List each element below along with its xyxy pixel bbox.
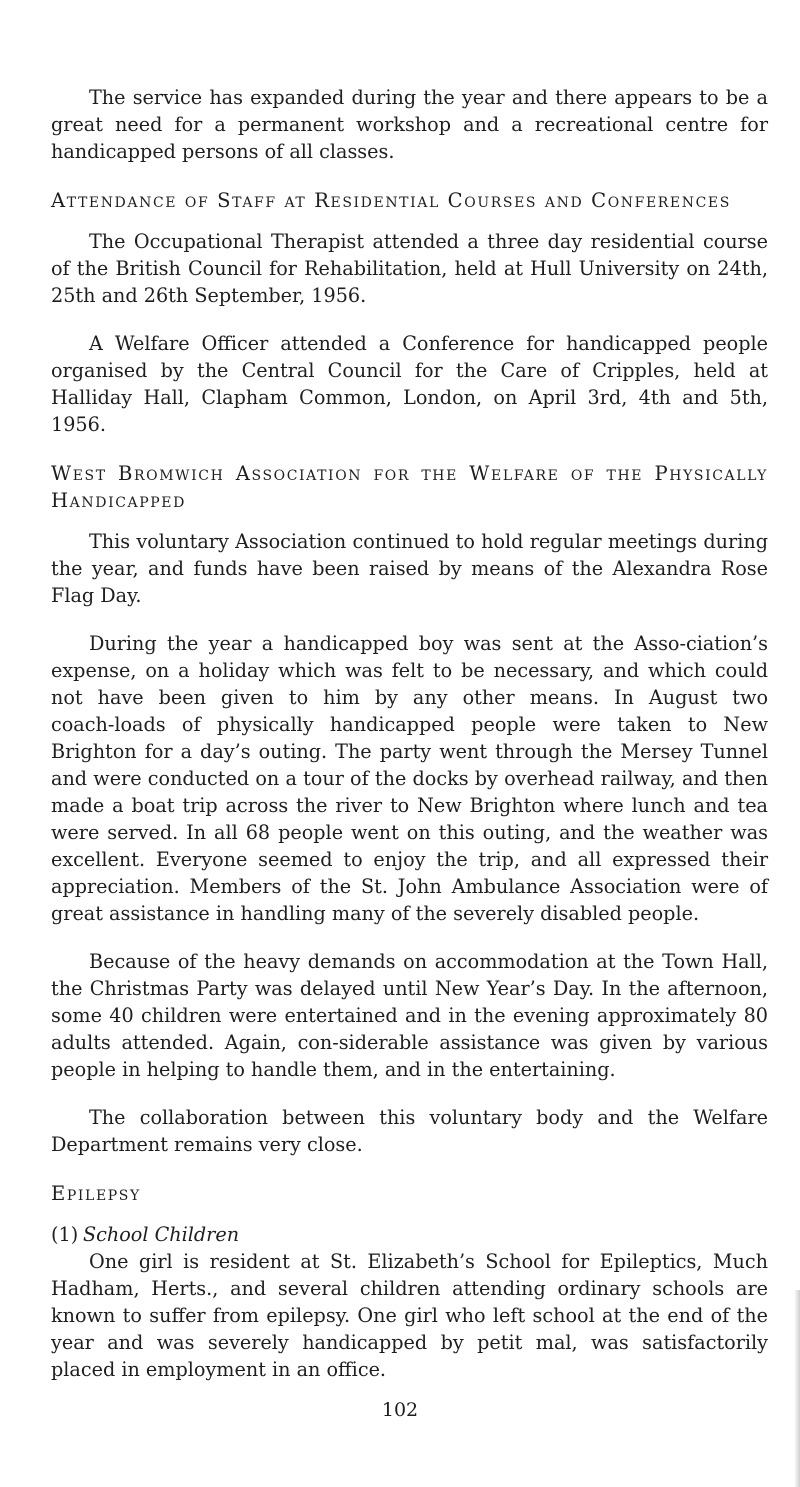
paragraph-school-children: One girl is resident at St. Elizabeth’s School for Epileptics, Much Hadham, Herts., and several children attending ordinary schools are known to suffer from epilepsy. One girl who left school at the end of the year and was severely handicapped by petit mal, was satisfactorily placed in employment in an office. [51, 1250, 768, 1381]
page-number: 102 [381, 1399, 419, 1421]
intro-paragraph: The service has expanded during the year and there appears to be a great need for a permanent workshop and a recreational centre for handicapped persons of all classes. [51, 86, 768, 163]
scan-edge-shadow [794, 1290, 800, 1487]
subsection-heading-school-children [51, 1221, 768, 1248]
paragraph-occupational-therapist: The Occupational Therapist attended a three day residential course of the British Council for Rehabilitation, held at Hull University on 24th, 25th and 26th September, 1956. [51, 230, 768, 307]
section-heading-epilepsy: Epilepsy [51, 1182, 141, 1205]
subsection-number: (1) [51, 1223, 79, 1246]
paragraph-holiday-outing: During the year a handicapped boy was sent at the Asso‑ciation’s expense, on a holiday which was felt to be necessary, and which could not have been given to him by any other means. In August two coach‑loads of physically handicapped people were taken to New Brighton for a day’s outing. The party went through the Mersey Tunnel and were conducted on a tour of the docks by overhead railway, and then made a boat trip across the river to New Brighton where lunch and tea were served. In all 68 people went on this outing, and the weather was excellent. Everyone seemed to enjoy the trip, and all expressed their appreciation. Members of the St. John Ambulance Association were of great assistance in handling many of the severely disabled people. [51, 632, 768, 925]
subsection-title: School Children [83, 1223, 240, 1246]
document-page [51, 84, 768, 1383]
section-heading-west-bromwich-association: West Bromwich Association for the Welfare of the Physically Handicapped [51, 462, 768, 512]
paragraph-christmas-party: Because of the heavy demands on accommodation at the Town Hall, the Christmas Party was delayed until New Year’s Day. In the afternoon, some 40 children were entertained and in the evening approximately 80 adults attended. Again, con‑siderable assistance was given by various people in helping to handle them, and in the entertaining. [51, 950, 768, 1081]
paragraph-voluntary-association: This voluntary Association continued to hold regular meetings during the year, and funds have been raised by means of the Alexandra Rose Flag Day. [51, 530, 768, 607]
paragraph-collaboration: The collaboration between this voluntary body and the Welfare Department remains very close. [51, 1106, 768, 1156]
paragraph-welfare-officer: A Welfare Officer attended a Conference for handicapped people organised by the Central Council for the Care of Cripples, held at Halliday Hall, Clapham Common, London, on April 3rd, 4th and 5th, 1956. [51, 332, 768, 436]
section-heading-staff-courses: Attendance of Staff at Residential Courses and Conferences [51, 189, 731, 212]
